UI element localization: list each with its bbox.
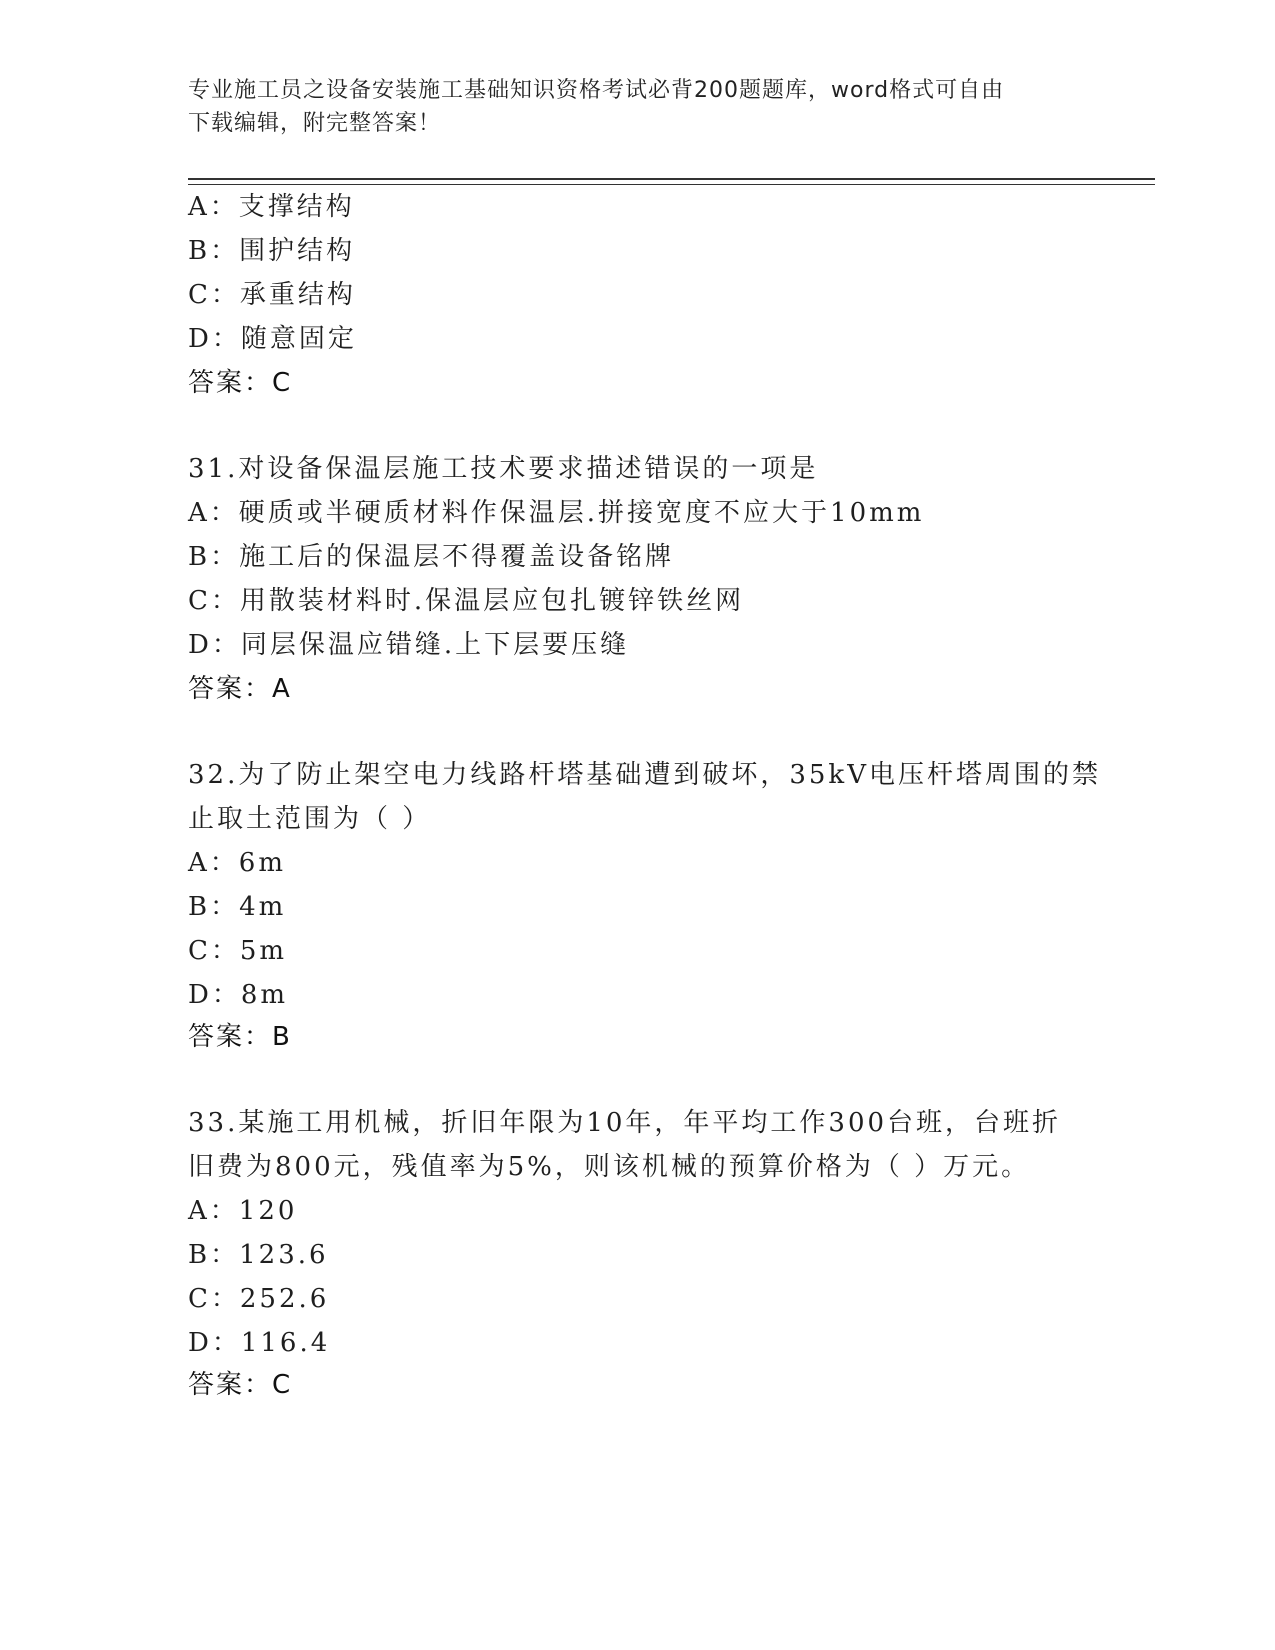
- q31-option-b: B：施工后的保温层不得覆盖设备铭牌: [188, 542, 675, 572]
- q33-option-d: D：116.4: [188, 1328, 331, 1358]
- q33-option-c: C：252.6: [188, 1284, 330, 1314]
- header-line-1: 专业施工员之设备安装施工基础知识资格考试必背200题题库，word格式可自由: [188, 78, 1005, 103]
- prev-option-d: D：随意固定: [188, 324, 357, 354]
- q32-option-c: C：5m: [188, 936, 288, 966]
- q33-option-b: B：123.6: [188, 1240, 329, 1270]
- q32-answer: 答案：B: [188, 1022, 292, 1052]
- q33-option-a: A：120: [188, 1196, 298, 1226]
- q33-stem-line-1: 33.某施工用机械，折旧年限为10年，年平均工作300台班，台班折: [188, 1108, 1062, 1138]
- q32-stem-line-2: 止取土范围为（ ）: [188, 804, 432, 834]
- header-line-2: 下载编辑，附完整答案！: [188, 111, 442, 136]
- q32-option-a: A：6m: [188, 848, 286, 878]
- q33-answer: 答案：C: [188, 1370, 293, 1400]
- header-divider-thin: [188, 184, 1155, 185]
- prev-option-a: A：支撑结构: [188, 192, 355, 222]
- prev-answer: 答案：C: [188, 368, 293, 398]
- q31-answer: 答案：A: [188, 674, 292, 704]
- q31-option-d: D：同层保温应错缝.上下层要压缝: [188, 630, 630, 660]
- q32-option-b: B：4m: [188, 892, 287, 922]
- q31-option-a: A：硬质或半硬质材料作保温层.拼接宽度不应大于10mm: [188, 498, 925, 528]
- document-header: [188, 74, 1078, 140]
- q32-option-d: D：8m: [188, 980, 289, 1010]
- q32-stem-line-1: 32.为了防止架空电力线路杆塔基础遭到破坏，35kV电压杆塔周围的禁: [188, 760, 1101, 790]
- q31-stem: 31.对设备保温层施工技术要求描述错误的一项是: [188, 454, 819, 484]
- q33-stem-line-2: 旧费为800元，残值率为5%，则该机械的预算价格为（ ）万元。: [188, 1152, 1031, 1182]
- q31-option-c: C：用散装材料时.保温层应包扎镀锌铁丝网: [188, 586, 745, 616]
- prev-option-c: C：承重结构: [188, 280, 356, 310]
- header-divider-thick: [188, 178, 1155, 180]
- prev-option-b: B：围护结构: [188, 236, 356, 266]
